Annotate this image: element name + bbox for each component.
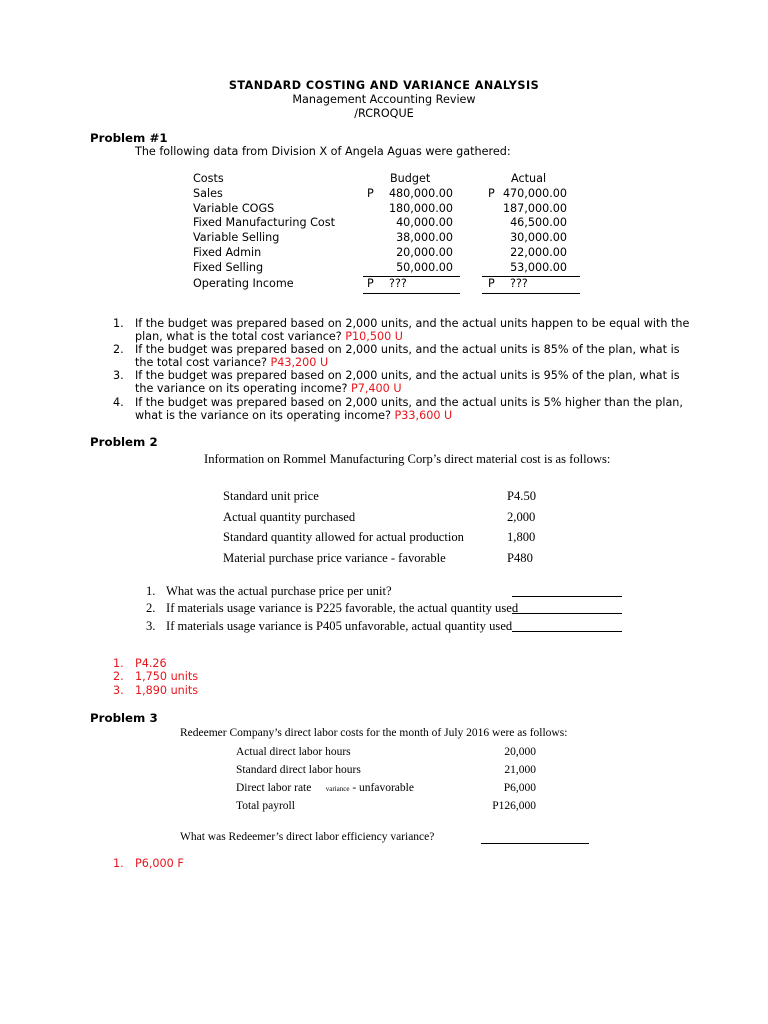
answer-number: 3. (113, 684, 124, 697)
problem3-heading: Problem 3 (90, 711, 158, 725)
item-label: Standard quantity allowed for actual production (223, 530, 464, 544)
question-text (135, 409, 452, 422)
item-label: Standard unit price (223, 489, 319, 503)
budget-value: 50,000.00 (396, 261, 453, 274)
question-text: If the budget was prepared based on 2,000 units, and the actual units happen to be equal with the (135, 317, 690, 330)
row-label: Fixed Manufacturing Cost (193, 216, 335, 229)
question-number: 1. (146, 584, 156, 598)
question-number: 2. (146, 601, 156, 615)
item-value: P126,000 (492, 800, 536, 812)
total-label: Operating Income (193, 277, 294, 290)
answer-text: 1,890 units (135, 684, 199, 697)
question-number: 3. (146, 619, 156, 633)
actual-value: 22,000.00 (510, 246, 567, 259)
row-label: Fixed Admin (193, 246, 262, 259)
budget-currency: P (367, 277, 374, 290)
actual-subtotal-rule (482, 276, 580, 277)
question-number: 1. (113, 317, 124, 330)
item-value: P4.50 (507, 489, 537, 503)
actual-total-rule (482, 293, 580, 294)
question-text (135, 356, 328, 369)
question-text: If materials usage variance is P225 favorable, the actual quantity used (166, 601, 519, 615)
problem2-heading: Problem 2 (90, 435, 158, 449)
answer-blank (512, 613, 622, 614)
budget-value: 20,000.00 (396, 246, 453, 259)
question-text: If materials usage variance is P405 unfavorable, actual quantity used (166, 619, 513, 633)
question-text-line: what is the variance on its operating income? (135, 409, 391, 422)
answer-text: P4.26 (135, 657, 167, 670)
answer-number: 1. (113, 857, 124, 870)
actual-value: 30,000.00 (510, 231, 567, 244)
question-text-line: the total cost variance? (135, 356, 267, 369)
item-label: Total payroll (236, 800, 295, 812)
item-label: Actual direct labor hours (236, 746, 351, 758)
answer-blank (512, 596, 622, 597)
budget-value: 40,000.00 (396, 216, 453, 229)
answer-text: 1,750 units (135, 670, 199, 683)
row-label: Variable COGS (193, 202, 275, 215)
actual-currency: P (488, 277, 495, 290)
item-suffix: - unfavorable (352, 782, 414, 794)
actual-value: 470,000.00 (502, 187, 567, 200)
question-text: If the budget was prepared based on 2,000 units, and the actual units is 95% of the plan, what is (135, 369, 680, 382)
question-number: 2. (113, 343, 124, 356)
document-title: STANDARD COSTING AND VARIANCE ANALYSIS (228, 79, 540, 92)
row-label: Sales (193, 187, 223, 200)
problem3-question: What was Redeemer’s direct labor efficiency variance? (180, 831, 435, 843)
document-subtitle: Management Accounting Review (292, 93, 476, 106)
item-note: variance (325, 785, 350, 793)
answer-text: P43,200 U (270, 356, 329, 369)
problem3-intro: Redeemer Company’s direct labor costs for the month of July 2016 were as follows: (180, 727, 568, 739)
item-value: P480 (507, 551, 533, 565)
col-header-actual: Actual (511, 172, 547, 185)
item-value: 1,800 (507, 530, 536, 544)
item-label: Material purchase price variance - favorable (223, 551, 446, 565)
question-text (135, 330, 403, 343)
question-text-line: the variance on its operating income? (135, 382, 348, 395)
budget-value: 480,000.00 (388, 187, 453, 200)
answer-text: P33,600 U (394, 409, 453, 422)
question-number: 4. (113, 396, 124, 409)
actual-currency: P (488, 187, 495, 200)
answer-number: 1. (113, 657, 124, 670)
question-number: 3. (113, 369, 124, 382)
question-text (135, 382, 402, 395)
item-label: Actual quantity purchased (223, 510, 356, 524)
actual-value: 46,500.00 (510, 216, 567, 229)
actual-value: 187,000.00 (502, 202, 567, 215)
problem1-intro: The following data from Division X of Angela Aguas were gathered: (135, 145, 511, 158)
item-label: Standard direct labor hours (236, 764, 361, 776)
answer-blank (481, 843, 589, 844)
budget-currency: P (367, 187, 374, 200)
actual-value: 53,000.00 (510, 261, 567, 274)
question-text: What was the actual purchase price per unit? (166, 584, 392, 598)
answer-blank (512, 631, 622, 632)
budget-total-rule (363, 293, 460, 294)
question-text: If the budget was prepared based on 2,000 units, and the actual units is 5% higher than the plan, (135, 396, 683, 409)
row-label: Fixed Selling (193, 261, 264, 274)
answer-text: P7,400 U (351, 382, 402, 395)
row-label: Variable Selling (193, 231, 280, 244)
budget-value: 38,000.00 (396, 231, 453, 244)
item-value: 21,000 (504, 764, 536, 776)
budget-subtotal-rule (363, 276, 460, 277)
item-value: 20,000 (504, 746, 536, 758)
item-label (236, 782, 414, 794)
answer-text: P10,500 U (345, 330, 403, 343)
col-header-budget: Budget (390, 172, 431, 185)
question-text-line: plan, what is the total cost variance? (135, 330, 342, 343)
actual-total: ??? (510, 277, 528, 290)
problem2-intro: Information on Rommel Manufacturing Corp’s direct material cost is as follows: (204, 452, 611, 466)
answer-text: P6,000 F (135, 857, 184, 870)
answer-number: 2. (113, 670, 124, 683)
problem1-heading: Problem #1 (90, 131, 168, 145)
budget-total: ??? (389, 277, 407, 290)
document-author: /RCROQUE (354, 107, 414, 120)
item-value: P6,000 (503, 782, 536, 794)
item-value: 2,000 (507, 510, 536, 524)
question-text: If the budget was prepared based on 2,000 units, and the actual units is 85% of the plan, what is (135, 343, 680, 356)
budget-value: 180,000.00 (388, 202, 453, 215)
item-label-text: Direct labor rate (236, 782, 312, 794)
col-header-costs: Costs (193, 172, 224, 185)
